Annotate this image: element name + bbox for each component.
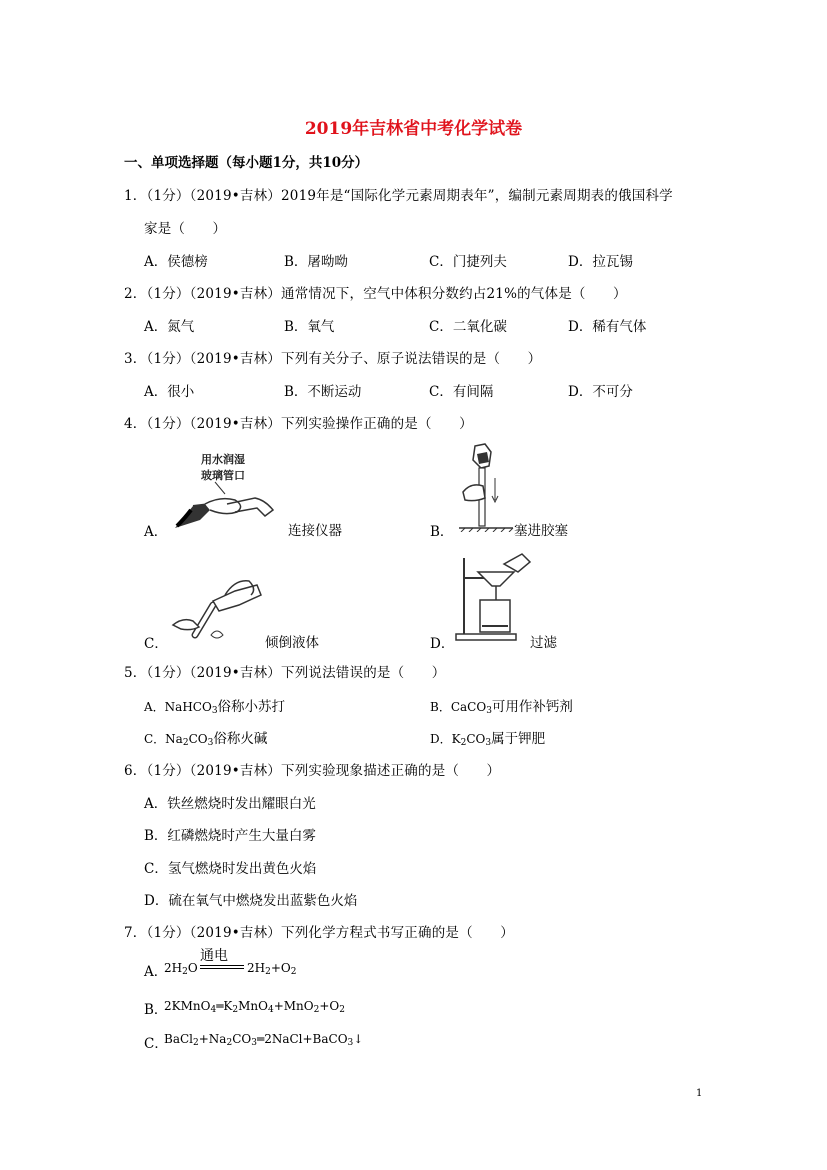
q4-option-d-caption: 过滤: [530, 635, 557, 651]
q4-option-c-caption: 倾倒液体: [265, 635, 319, 651]
q2-option-d: D．稀有气体: [568, 319, 647, 335]
q5-option-b: B．CaCO$_3$可用作补钙剂: [430, 699, 573, 716]
section-heading: 一、单项选择题（每小题1分，共10分）: [124, 155, 369, 171]
q4-option-d-letter: D．: [430, 636, 455, 652]
moisten-label-line2: 玻璃管口: [201, 469, 245, 482]
question-1-text-cont: 家是（ ）: [144, 221, 227, 237]
q7-option-c-equation: $BaCl_2+Na_2CO_3═2NaCl+BaCO_3↓$: [164, 1032, 364, 1048]
q4-option-b-caption: 塞进胶塞: [514, 523, 568, 539]
q7-option-c-letter: C．: [144, 1036, 168, 1052]
precipitate-arrow-icon: ↓: [353, 1032, 364, 1046]
q7-option-a-rhs: $2H_2+O_2$: [247, 961, 297, 977]
q4-option-b-letter: B．: [430, 524, 454, 540]
page-title: 2019年吉林省中考化学试卷: [304, 119, 523, 139]
q7-option-a-lhs: $2H_2O$: [164, 961, 198, 977]
q4-option-c-letter: C．: [144, 636, 168, 652]
q6-option-b: B．红磷燃烧时产生大量白雾: [144, 828, 316, 844]
filtration-illustration: [452, 550, 532, 642]
connect-apparatus-illustration: [165, 448, 280, 533]
q1-option-a: A．侯德榜: [144, 254, 208, 270]
question-6-text: 6．（1分）（2019•吉林）下列实验现象描述正确的是（ ）: [124, 763, 501, 779]
q4-option-a-letter: A．: [144, 524, 168, 540]
q6-option-a: A．铁丝燃烧时发出耀眼白光: [144, 796, 316, 812]
q1-option-b: B．屠呦呦: [284, 254, 348, 270]
q5-option-c: C．$Na_2CO_3$俗称火碱: [144, 731, 268, 748]
q3-option-d: D．不可分: [568, 384, 633, 400]
q6-option-d: D．硫在氧气中燃烧发出蓝紫色火焰: [144, 893, 358, 909]
q2-option-c: C．二氧化碳: [429, 319, 507, 335]
q7-option-b-letter: B．: [144, 1002, 168, 1018]
q1-option-d: D．拉瓦锡: [568, 254, 633, 270]
q3-option-c: C．有间隔: [429, 384, 494, 400]
q6-option-c: C．氢气燃烧时发出黄色火焰: [144, 861, 317, 877]
q3-option-b: B．不断运动: [284, 384, 362, 400]
q7-option-a-condition: 通电: [200, 948, 228, 964]
q3-option-a: A．很小: [144, 384, 195, 400]
q7-option-a-letter: A．: [144, 964, 168, 980]
question-7-text: 7．（1分）（2019•吉林）下列化学方程式书写正确的是（ ）: [124, 925, 514, 941]
page-number: 1: [696, 1088, 703, 1099]
q7-option-b-equation: $2KMnO_4═K_2MnO_4+MnO_2+O_2$: [164, 999, 346, 1015]
question-4-text: 4．（1分）（2019•吉林）下列实验操作正确的是（ ）: [124, 416, 473, 432]
q7-option-a-equals-sign: [200, 965, 244, 969]
q4-option-a-caption: 连接仪器: [288, 523, 342, 539]
pour-liquid-illustration: [165, 565, 265, 643]
question-1-text: 1．（1分）（2019•吉林）2019年是“国际化学元素周期表年”，编制元素周期表的俄国科学: [124, 188, 673, 204]
q5-option-a: A．NaHCO$_3$俗称小苏打: [144, 699, 286, 716]
q2-option-b: B．氧气: [284, 319, 335, 335]
question-2-text: 2．（1分）（2019•吉林）通常情况下，空气中体积分数约占21%的气体是（ ）: [124, 286, 627, 302]
q2-option-a: A．氮气: [144, 319, 195, 335]
q5-option-d: D．$K_2CO_3$属于钾肥: [430, 731, 546, 748]
insert-stopper-illustration: [455, 440, 515, 532]
question-5-text: 5．（1分）（2019•吉林）下列说法错误的是（ ）: [124, 665, 446, 681]
moisten-label-line1: 用水润湿: [201, 453, 245, 466]
q1-option-c: C．门捷列夫: [429, 254, 507, 270]
question-3-text: 3．（1分）（2019•吉林）下列有关分子、原子说法错误的是（ ）: [124, 351, 542, 367]
